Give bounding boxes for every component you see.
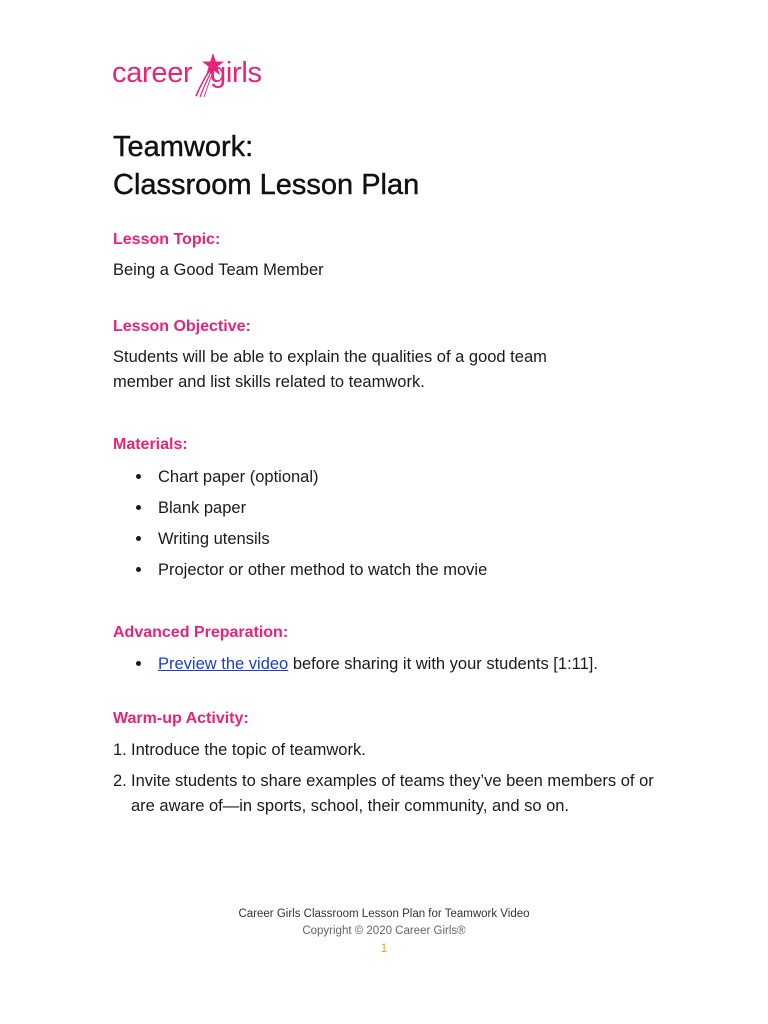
bullet-icon [136, 505, 141, 510]
warm-up-activity-heading: Warm-up Activity: [113, 710, 249, 727]
preparation-list [113, 654, 598, 685]
page-title [113, 128, 419, 204]
lesson-topic-text: Being a Good Team Member [113, 261, 324, 279]
page-number: 1 [380, 943, 388, 955]
bullet-icon [136, 474, 141, 479]
list-item: 1. Introduce the topic of teamwork. [113, 741, 366, 759]
footer-title: Career Girls Classroom Lesson Plan for Teamwork Video [238, 908, 530, 920]
list-item: 2. Invite students to share examples of teams they’ve been members of or are aware of—in sports, school, their community, and so on. [113, 772, 654, 815]
list-item: Blank paper [113, 498, 487, 518]
lesson-objective-text [113, 345, 547, 395]
title-line-2: Classroom Lesson Plan [113, 169, 420, 201]
logo-word-girls: girls [210, 57, 262, 89]
bullet-icon [136, 661, 141, 666]
list-item: Chart paper (optional) [113, 467, 487, 487]
objective-line-1: Students will be able to explain the qualities of a good team [113, 348, 547, 366]
lesson-objective-heading: Lesson Objective: [113, 318, 251, 335]
footer-copyright: Copyright © 2020 Career Girls® [302, 925, 466, 937]
career-girls-logo [112, 52, 312, 102]
lesson-topic-heading: Lesson Topic: [113, 231, 221, 248]
logo-word-career: career [112, 57, 193, 89]
preview-video-link[interactable]: Preview the video [158, 655, 289, 673]
objective-line-2: member and list skills related to teamwork. [113, 373, 425, 391]
list-item: Projector or other method to watch the movie [113, 560, 487, 580]
materials-heading: Materials: [113, 436, 188, 453]
bullet-icon [136, 536, 141, 541]
advanced-preparation-heading: Advanced Preparation: [113, 624, 289, 641]
bullet-icon [136, 567, 141, 572]
list-item: Writing utensils [113, 529, 487, 549]
warm-up-list [113, 738, 673, 825]
preparation-text: before sharing it with your students [1:11]. [288, 655, 598, 673]
list-item [113, 654, 598, 674]
materials-list [113, 467, 487, 591]
title-line-1: Teamwork: [113, 131, 254, 163]
